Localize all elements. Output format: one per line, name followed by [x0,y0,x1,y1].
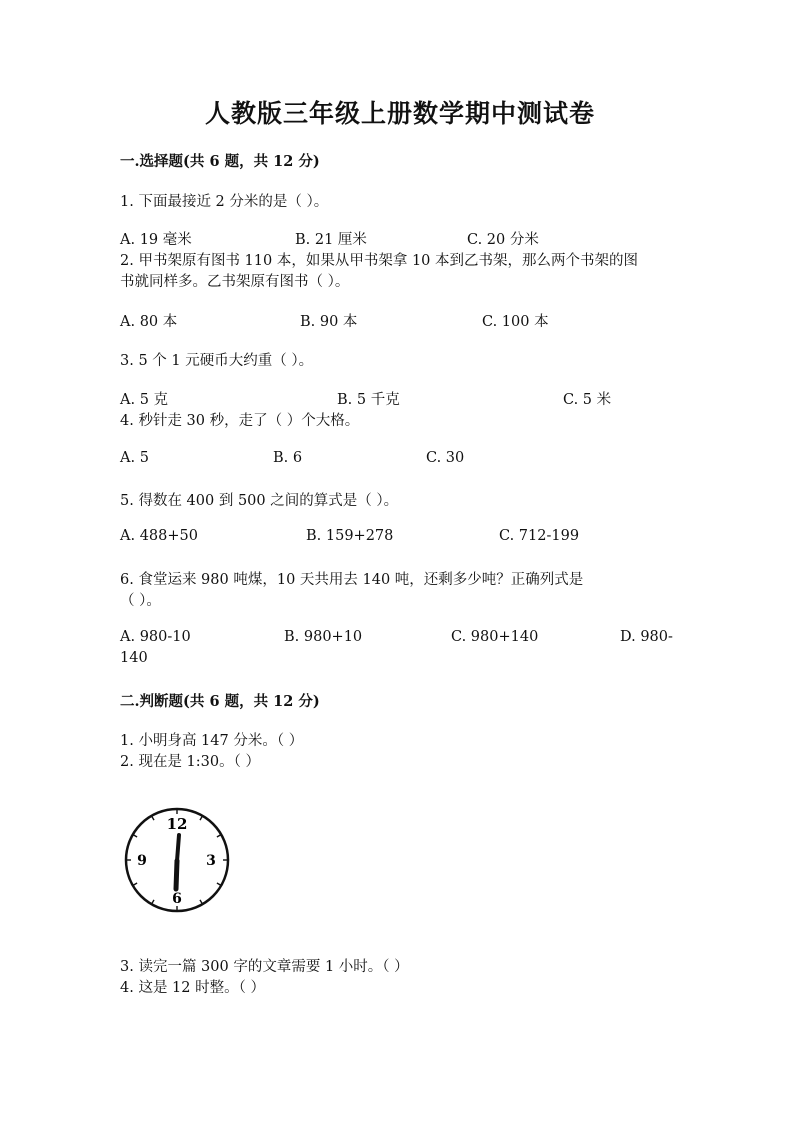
question-stem: 2. 甲书架原有图书 110 本，如果从甲书架拿 10 本到乙书架，那么两个书架的图 [120,253,639,269]
section-heading-choice: 一.选择题(共 6 题，共 12 分) [120,153,320,170]
option-c: C. 712-199 [499,528,580,544]
clock-figure [122,805,232,915]
clock-minute-hand [177,835,179,861]
option-d-continued: 140 [120,650,148,666]
question-stem: 2. 现在是 1:30。（ ） [120,754,260,770]
question-stem: 4. 秒针走 30 秒，走了（ ）个大格。 [120,413,360,429]
option-a: A. 980-10 [120,629,191,645]
option-c: C. 30 [426,450,465,466]
clock-numeral-6: 6 [172,891,182,907]
option-b: B. 21 厘米 [295,232,367,248]
option-b: B. 159+278 [306,528,394,544]
question-stem-continued: （ ）。 [120,593,161,609]
option-c: C. 20 分米 [467,232,539,248]
clock-numeral-9: 9 [137,853,147,869]
question-stem: 6. 食堂运来 980 吨煤，10 天共用去 140 吨，还剩多少吨？正确列式是 [120,572,584,588]
question-stem: 1. 下面最接近 2 分米的是（ ）。 [120,194,329,210]
question-stem: 4. 这是 12 时整。（ ） [120,980,265,996]
option-b: B. 6 [273,450,303,466]
question-stem: 5. 得数在 400 到 500 之间的算式是（ ）。 [120,493,399,509]
question-stem: 1. 小明身高 147 分米。（ ） [120,733,304,749]
option-a: A. 19 毫米 [120,232,192,248]
option-a: A. 80 本 [120,314,178,330]
clock-numeral-3: 3 [206,853,216,869]
question-stem: 3. 读完一篇 300 字的文章需要 1 小时。（ ） [120,959,409,975]
option-b: B. 90 本 [300,314,358,330]
option-d: D. 980- [620,629,673,645]
clock-center [175,859,180,864]
question-stem: 3. 5 个 1 元硬币大约重（ ）。 [120,353,314,369]
option-a: A. 5 [120,450,149,466]
clock-hour-hand [176,861,177,889]
question-stem-continued: 书就同样多。乙书架原有图书（ ）。 [120,274,350,290]
section-heading-judgement: 二.判断题(共 6 题，共 12 分) [120,693,320,710]
option-c: C. 980+140 [451,629,539,645]
option-b: B. 980+10 [284,629,363,645]
option-a: A. 488+50 [120,528,198,544]
option-b: B. 5 千克 [337,392,400,408]
option-a: A. 5 克 [120,392,169,408]
clock-numeral-12: 12 [166,815,188,833]
page-title: 人教版三年级上册数学期中测试卷 [204,99,595,128]
option-c: C. 100 本 [482,314,549,330]
option-c: C. 5 米 [563,392,612,408]
